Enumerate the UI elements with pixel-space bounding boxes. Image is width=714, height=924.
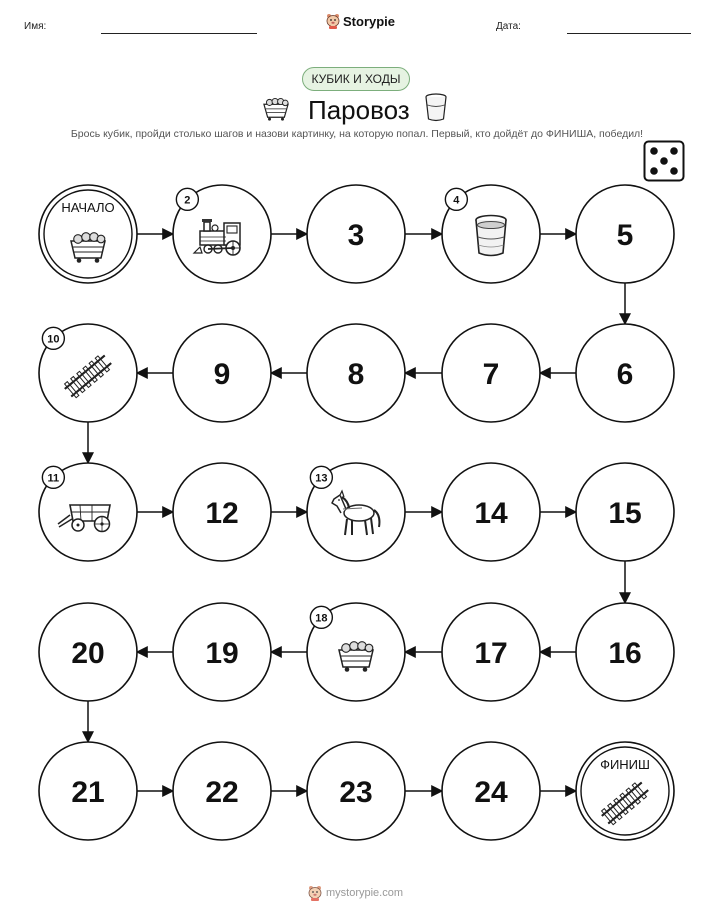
cell-number: 3 [347, 219, 365, 252]
cell-number: 20 [71, 637, 105, 670]
cell-number: 8 [347, 358, 365, 391]
cell-number: 14 [474, 497, 508, 530]
board-cell-18[interactable] [307, 603, 405, 701]
cell-number: 17 [474, 637, 508, 670]
cell-number: 19 [205, 637, 239, 670]
board-cell-12[interactable] [173, 463, 271, 561]
board-cell-10[interactable] [39, 324, 137, 422]
footer [308, 885, 403, 901]
board-cell-24[interactable] [442, 742, 540, 840]
instructions-text: Брось кубик, пройди столько шагов и назови картинку, на которую попал. Первый, кто дойдёт до ФИНИША, победил! [70, 128, 644, 140]
cell-number: 5 [616, 219, 634, 252]
cell-number: 23 [339, 776, 373, 809]
board-cell-16[interactable] [576, 603, 674, 701]
board-cell-8[interactable] [307, 324, 405, 422]
cell-number: 11 [47, 472, 60, 485]
brand-name: Storypie [343, 13, 396, 29]
cell-number: 13 [315, 472, 328, 485]
cell-number: 4 [453, 194, 460, 207]
board-cell-20[interactable] [39, 603, 137, 701]
basket-icon [339, 642, 373, 672]
board-cell-17[interactable] [442, 603, 540, 701]
board-cells [39, 185, 674, 840]
board-cell-4[interactable] [442, 185, 540, 283]
board-cell-2[interactable] [173, 185, 271, 283]
start-label: НАЧАЛО [61, 200, 115, 215]
cell-number: 15 [608, 497, 642, 530]
cell-number: 10 [47, 333, 60, 346]
cell-number: 22 [205, 776, 239, 809]
footer-url: mystorypie.com [326, 887, 404, 899]
finish-label: ФИНИШ [600, 757, 650, 772]
board-cell-21[interactable] [39, 742, 137, 840]
board-cell-11[interactable] [39, 463, 137, 561]
board-cell-14[interactable] [442, 463, 540, 561]
board-cell-22[interactable] [173, 742, 271, 840]
finish-cell[interactable] [576, 742, 674, 840]
cell-number: 2 [184, 194, 191, 207]
cell-number: 18 [315, 612, 328, 625]
board-cell-23[interactable] [307, 742, 405, 840]
cup-icon [476, 216, 506, 256]
game-type-badge: КУБИК И ХОДЫ [302, 67, 410, 91]
board-cell-15[interactable] [576, 463, 674, 561]
date-label: Дата: [496, 21, 521, 32]
cell-number: 9 [213, 358, 231, 391]
name-label: Имя: [24, 21, 47, 32]
board-cell-3[interactable] [307, 185, 405, 283]
cell-number: 7 [482, 358, 500, 391]
page-title: Паровоз [308, 95, 410, 125]
cell-number: 16 [608, 637, 642, 670]
basket-icon [71, 233, 105, 263]
board-cell-13[interactable] [307, 463, 405, 561]
start-cell[interactable] [39, 185, 137, 283]
board-cell-6[interactable] [576, 324, 674, 422]
board-cell-7[interactable] [442, 324, 540, 422]
board-cell-5[interactable] [576, 185, 674, 283]
storypie-mascot-icon [308, 885, 322, 901]
board-cell-19[interactable] [173, 603, 271, 701]
cell-number: 6 [616, 358, 634, 391]
board-cell-9[interactable] [173, 324, 271, 422]
cell-number: 21 [71, 776, 105, 809]
cell-number: 24 [474, 776, 508, 809]
cell-number: 12 [205, 497, 239, 530]
